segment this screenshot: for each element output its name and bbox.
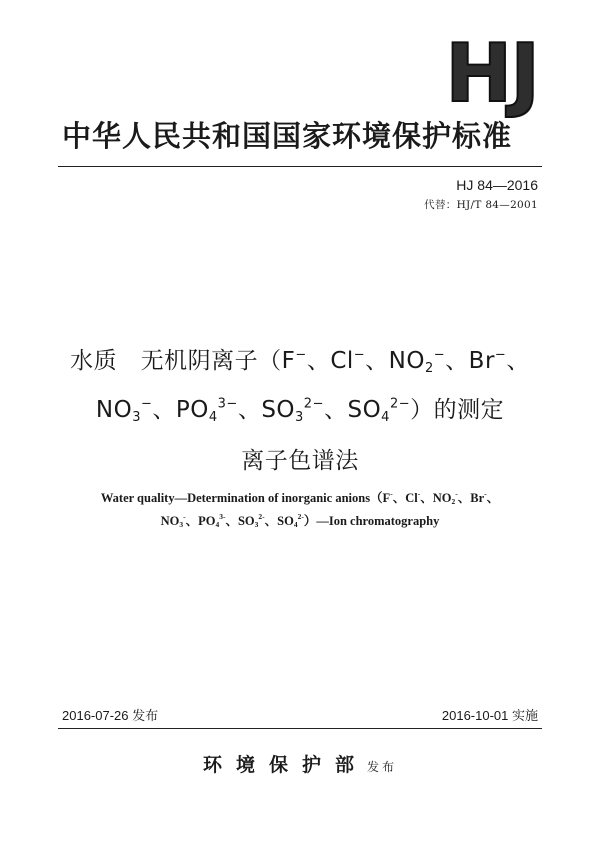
title-text: 、Br [457,491,485,505]
title-text: 、Cl [306,348,354,374]
title-text: ）的测定 [410,397,505,423]
organization-title: 中华人民共和国国家环境保护标准 [62,119,513,153]
header-divider [58,166,542,167]
title-en-line-2 [0,511,600,529]
title-cn-line-3 [0,442,600,475]
footer-divider [58,728,542,729]
atom-count: 2 [424,360,434,376]
ion-charge: 2- [297,512,304,521]
ion-charge: − [494,347,507,363]
ion-charge: − [140,396,153,412]
title-text: 、Cl [392,491,418,505]
atom-count: 3 [179,519,184,529]
ion-charge: − [433,347,446,363]
atom-count: 4 [208,409,218,425]
ion-charge: - [390,489,393,498]
ion-charge: − [353,347,366,363]
ion-charge: 3- [219,512,226,521]
ion-charge: - [455,489,458,498]
title-text: 、 [486,491,500,505]
title-text: 水质 无机阴离子（F [70,348,296,374]
atom-count: 3 [132,409,141,425]
hj-logo: HJ [445,27,538,120]
atom-count: 4 [381,409,390,425]
effective-date: 2016-10-01 实施 [441,708,538,723]
title-text: 、SO [264,514,294,528]
publisher-name: 环境保护部 [202,754,368,776]
atom-count: 2 [451,496,456,506]
replaces-note: 代替：HJ/T 84—2001 [424,199,538,211]
title-text: Water quality—Determination of inorganic anions（F [100,491,391,505]
title-text: 、PO [185,514,216,528]
publisher-line [0,750,600,777]
ion-charge: 2− [303,396,324,412]
title-text: 离子色谱法 [241,448,359,474]
standard-code: HJ 84—2016 [456,177,538,193]
title-text: NO [95,397,133,423]
title-text: ）—Ion chromatography [303,514,440,528]
title-text: 、SO [323,397,382,423]
ion-charge: 3− [217,396,238,412]
ion-charge: - [183,512,186,521]
title-en-line-1 [0,488,600,506]
atom-count: 4 [215,519,220,529]
title-cn-line-1 [0,342,600,375]
title-text: NO [160,514,180,528]
ion-charge: 2− [389,396,411,412]
ion-charge: 2- [258,512,265,521]
title-text: 、NO [420,491,452,505]
atom-count: 3 [295,409,304,425]
title-cn-line-2 [0,391,600,424]
title-text: 、NO [365,348,425,374]
publisher-action: 发布 [367,760,398,774]
title-text: 、SO [225,514,255,528]
atom-count: 3 [254,519,259,529]
ion-charge: - [417,489,421,498]
title-text: 、 [506,348,530,374]
ion-charge: - [484,489,487,498]
title-text: 、SO [237,397,296,423]
atom-count: 4 [293,519,298,529]
ion-charge: − [295,347,307,363]
title-text: 、PO [152,397,209,423]
issue-date: 2016-07-26 发布 [62,708,159,723]
title-text: 、Br [445,348,495,374]
